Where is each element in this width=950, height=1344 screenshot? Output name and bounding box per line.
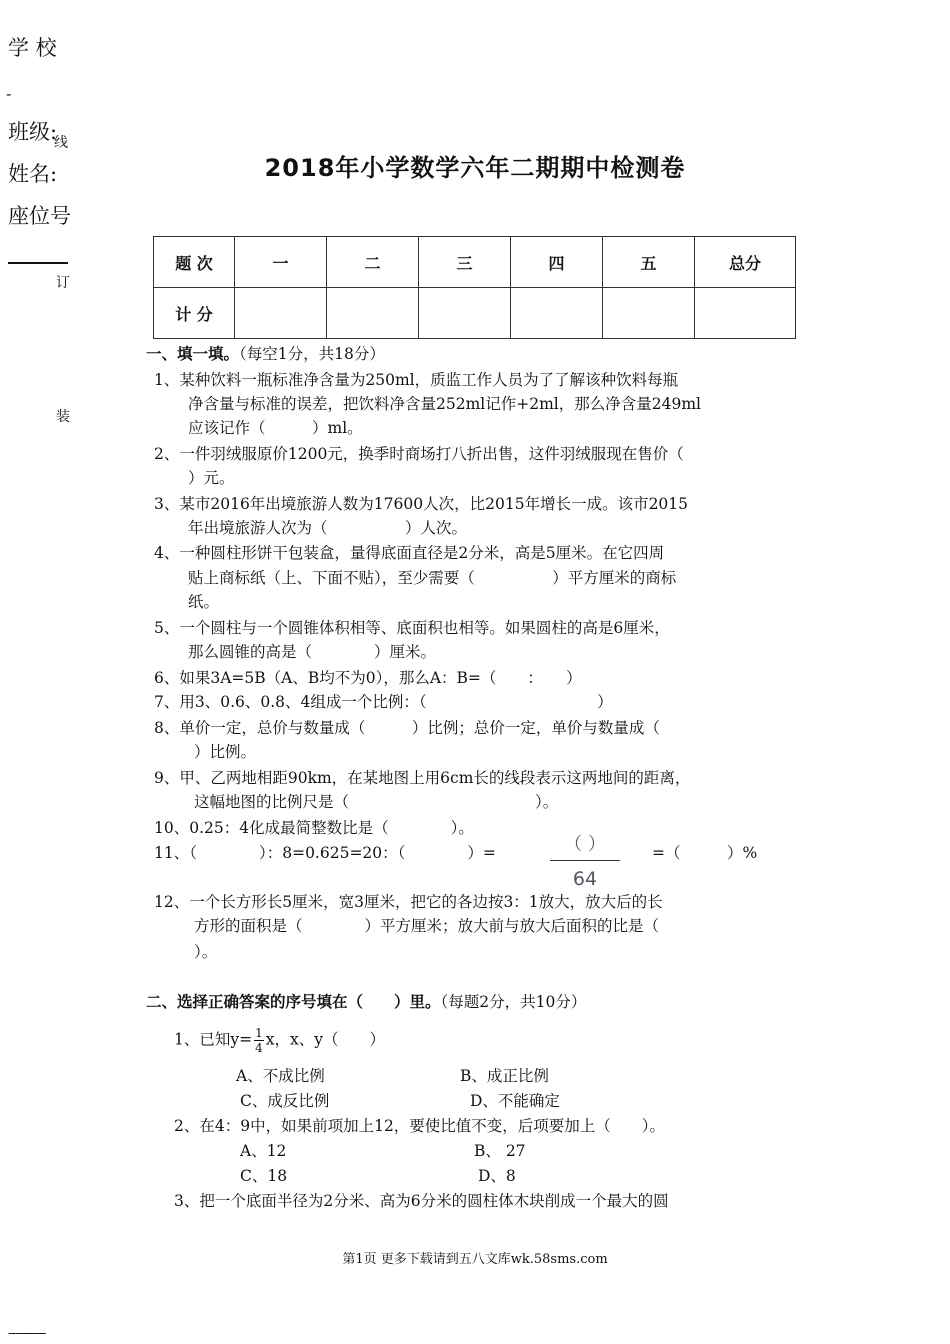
question-line: 12、一个长方形长5厘米，宽3厘米，把它的各边按3：1放大，放大后的长 [154,893,663,911]
score-input-cell[interactable] [695,288,796,339]
q1-suffix: x，x、y（ ） [265,1030,385,1049]
dash-mark-bottom: ----------- [8,1326,46,1341]
question-line: ）比例。 [194,743,257,761]
dash-mark-top: - [6,84,12,103]
score-header-cell: 题 次 [154,237,235,288]
option: C、18 [240,1167,288,1185]
option: D、8 [478,1167,516,1185]
question-line: 净含量与标准的误差，把饮料净含量252ml记作+2ml，那么净含量249ml [188,395,701,413]
question-line: 9、甲、乙两地相距90km，在某地图上用6cm长的线段表示这两地间的距离， [154,769,691,787]
question-line: 应该记作（ ）ml。 [188,419,363,437]
score-input-cell[interactable] [511,288,603,339]
q1-fraction [254,1026,264,1055]
score-table-header-row [154,237,796,288]
section2-title: 二、选择正确答案的序号填在（ ）里。 [146,993,441,1011]
score-header-cell: 二 [327,237,419,288]
question-line: 贴上商标纸（上、下面不贴），至少需要（ ）平方厘米的商标 [188,569,677,587]
section1-title: 一、填一填。 [146,345,240,363]
option: B、 27 [474,1142,526,1160]
question-line: ）。 [194,943,218,961]
zhuang-mark: 装 [56,409,70,425]
question-line: 纸。 [188,593,220,611]
question-line: 方形的面积是（ ）平方厘米；放大前与放大后面积的比是（ [194,917,660,935]
page-footer: 第1页 更多下载请到五八文库wk.58sms.com [342,1252,608,1267]
score-header-cell: 总分 [695,237,796,288]
score-input-cell[interactable] [327,288,419,339]
question-line: 10、0.25：4化成最简整数比是（ ）。 [154,819,474,837]
question-line: 7、用3、0.6、0.8、4组成一个比例：（ ） [154,693,613,711]
question-line: 3、某市2016年出境旅游人数为17600人次，比2015年增长一成。该市2015 [154,495,689,513]
fraction-denominator: 64 [572,868,598,890]
question-line: 2、在4：9中，如果前项加上12，要使比值不变，后项要加上（ ）。 [174,1117,666,1135]
score-header-cell: 五 [603,237,695,288]
question-line: 那么圆锥的高是（ ）厘米。 [188,643,437,661]
question-line: 8、单价一定，总价与数量成（ ）比例；总价一定，单价与数量成（ [154,719,660,737]
score-table-score-row [154,288,796,339]
seat-label: 座位号 [8,204,71,228]
class-label: 班级: [8,120,58,144]
option: A、不成比例 [236,1067,325,1085]
section2-note: （每题2分，共10分） [440,993,587,1011]
school-label: 学 校 [8,36,57,60]
score-header-cell: 一 [235,237,327,288]
option: C、成反比例 [240,1092,330,1110]
question-line: 4、一种圆柱形饼干包装盒，量得底面直径是2分米，高是5厘米。在它四周 [154,544,665,562]
question-line: 6、如果3A=5B（A、B均不为0），那么A：B=（ ： ） [154,669,582,687]
section2-heading [146,990,586,1012]
q1-fraction-numerator: 1 [255,1026,263,1040]
question-line: 3、把一个底面半径为2分米、高为6分米的圆柱体木块削成一个最大的圆 [174,1192,669,1210]
question-line: 这幅地图的比例尺是（ ）。 [194,793,559,811]
score-table [153,236,796,339]
question-line: 11、（ ）：8=0.625=20：（ ）= [154,844,496,862]
question-line: 年出境旅游人次为（ ）人次。 [188,519,468,537]
section1-heading [146,342,385,364]
question-line: =（ ）% [652,844,758,862]
question-line: 2、一件羽绒服原价1200元，换季时商场打八折出售，这件羽绒服现在售价（ [154,445,684,463]
score-input-cell[interactable] [603,288,695,339]
line-mark: 线 [54,135,68,151]
fraction-bar [550,860,620,861]
score-header-cell: 四 [511,237,603,288]
section1-note: （每空1分，共18分） [239,345,385,363]
question-line: 1、某种饮料一瓶标准净含量为250ml，质监工作人员为了了解该种饮料每瓶 [154,371,679,389]
option: D、不能确定 [470,1092,560,1110]
score-input-cell[interactable] [419,288,511,339]
page-title: 2018年小学数学六年二期期中检测卷 [264,154,686,182]
score-input-cell[interactable] [235,288,327,339]
question-line: 5、一个圆柱与一个圆锥体积相等、底面积也相等。如果圆柱的高是6厘米， [154,619,670,637]
seat-underline [8,262,68,264]
option: A、12 [240,1142,287,1160]
option: B、成正比例 [460,1067,549,1085]
score-header-cell: 三 [419,237,511,288]
question-line: ）元。 [188,469,235,487]
name-label: 姓名: [8,162,58,186]
question-line [174,1026,385,1055]
score-row-label: 计 分 [154,288,235,339]
q1-prefix: 1、已知y= [174,1030,253,1049]
ding-mark: 订 [56,275,70,291]
fraction-numerator: （ ） [564,834,606,855]
q1-fraction-denominator: 4 [255,1041,263,1055]
